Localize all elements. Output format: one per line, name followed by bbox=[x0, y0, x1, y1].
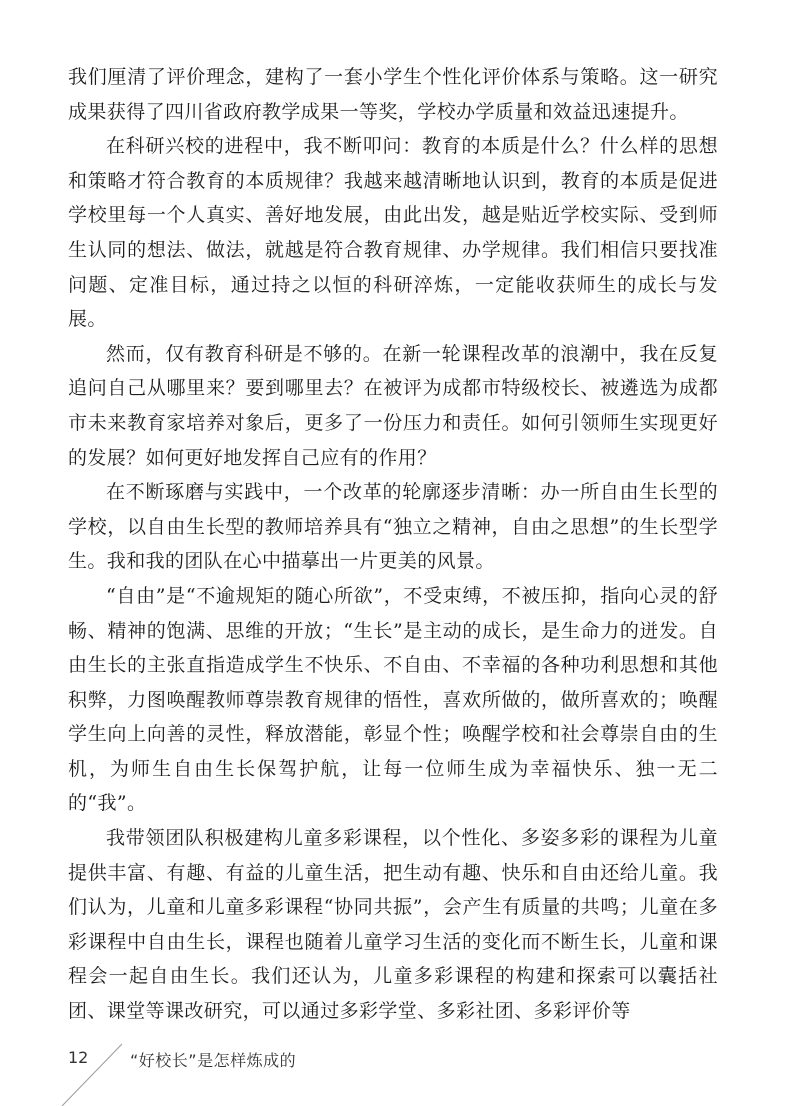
page-number: 12 bbox=[68, 1048, 89, 1067]
paragraph-continued: 我们厘清了评价理念，建构了一套小学生个性化评价体系与策略。这一研究成果获得了四川省政府教学成果一等奖，学校办学质量和效益迅速提升。 bbox=[68, 66, 718, 123]
paragraph: 然而，仅有教育科研是不够的。在新一轮课程改革的浪潮中，我在反复追问自己从哪里来？要到哪里去？在被评为成都市特级校长、被遴选为成都市未来教育家培养对象后，更多了一份压力和责任。如何引领师生实现更好的发展？如何更好地发挥自己应有的作用？ bbox=[68, 342, 718, 469]
running-title: “好校长”是怎样炼成的 bbox=[130, 1051, 297, 1070]
body-text bbox=[68, 60, 718, 1029]
paragraph: 在科研兴校的进程中，我不断叩问：教育的本质是什么？什么样的思想和策略才符合教育的本质规律？我越来越清晰地认识到，教育的本质是促进学校里每一个人真实、善好地发展，由此出发，越是贴近学校实际、受到师生认同的想法、做法，就越是符合教育规律、办学规律。我们相信只要找准问题、定准目标，通过持之以恒的科研淬炼，一定能收获师生的成长与发展。 bbox=[68, 135, 718, 331]
paragraph: “自由”是“不逾规矩的随心所欲”，不受束缚，不被压抑，指向心灵的舒畅、精神的饱满、思维的开放；“生长”是主动的成长，是生命力的迸发。自由生长的主张直指造成学生不快乐、不自由、不幸福的各种功利思想和其他积弊，力图唤醒教师尊崇教育规律的悟性，喜欢所做的，做所喜欢的；唤醒学生向上向善的灵性，释放潜能，彰显个性；唤醒学校和社会尊崇自由的生机，为师生自由生长保驾护航，让每一位师生成为幸福快乐、独一无二的“我”。 bbox=[68, 584, 718, 815]
paragraph: 我带领团队积极建构儿童多彩课程，以个性化、多姿多彩的课程为儿童提供丰富、有趣、有益的儿童生活，把生动有趣、快乐和自由还给儿童。我们认为，儿童和儿童多彩课程“协同共振”，会产生有质量的共鸣；儿童在多彩课程中自由生长，课程也随着儿童学习生活的变化而不断生长，儿童和课程会一起自由生长。我们还认为，儿童多彩课程的构建和探索可以囊括社团、课堂等课改研究，可以通过多彩学堂、多彩社团、多彩评价等 bbox=[68, 827, 718, 1023]
page-footer bbox=[0, 1040, 790, 1106]
paragraph: 在不断琢磨与实践中，一个改革的轮廓逐步清晰：办一所自由生长型的学校，以自由生长型的教师培养具有“独立之精神，自由之思想”的生长型学生。我和我的团队在心中描摹出一片更美的风景。 bbox=[68, 481, 718, 573]
